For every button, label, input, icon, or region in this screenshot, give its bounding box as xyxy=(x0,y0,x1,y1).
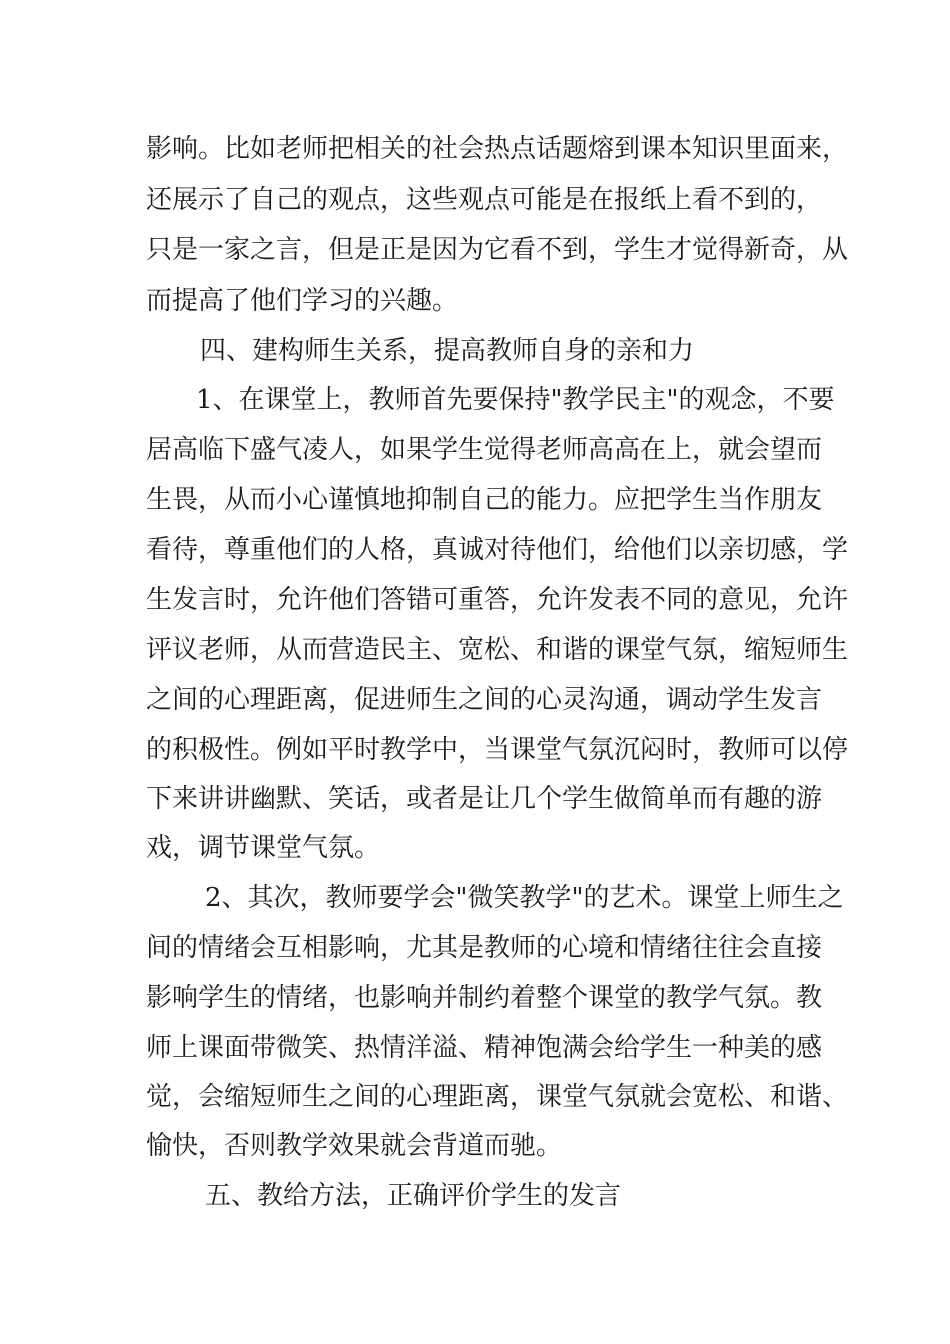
text-line: 居高临下盛气凌人，如果学生觉得老师高高在上，就会望而 xyxy=(146,435,823,465)
text-line: 生发言时，允许他们答错可重答，允许发表不同的意见，允许 xyxy=(146,585,849,615)
text-line: 间的情绪会互相影响，尤其是教师的心境和情绪往往会直接 xyxy=(146,933,823,963)
text-line: 而提高了他们学习的兴趣。 xyxy=(146,286,459,316)
text-line: 的积极性。例如平时教学中，当课堂气氛沉闷时，教师可以停 xyxy=(146,735,849,765)
text-line: 评议老师，从而营造民主、宽松、和谐的课堂气氛，缩短师生 xyxy=(146,635,849,665)
text-line: 之间的心理距离，促进师生之间的心灵沟通，调动学生发言 xyxy=(146,685,823,715)
section-heading: 五、教给方法，正确评价学生的发言 xyxy=(205,1181,622,1211)
text-line: 看待，尊重他们的人格，真诚对待他们，给他们以亲切感，学 xyxy=(146,535,849,565)
text-line: 影响。比如老师把相关的社会热点话题熔到课本知识里面来， xyxy=(146,134,849,164)
text-line: 师上课面带微笑、热情洋溢、精神饱满会给学生一种美的感 xyxy=(146,1033,823,1063)
text-line: 影响学生的情绪，也影响并制约着整个课堂的教学气氛。教 xyxy=(146,983,823,1013)
text-line: 戏，调节课堂气氛。 xyxy=(146,833,381,863)
text-line: 只是一家之言，但是正是因为它看不到，学生才觉得新奇，从 xyxy=(146,235,849,265)
text-line: 下来讲讲幽默、笑话，或者是让几个学生做简单而有趣的游 xyxy=(146,784,823,814)
section-heading: 四、建构师生关系，提高教师自身的亲和力 xyxy=(200,336,695,366)
text-line: 生畏，从而小心谨慎地抑制自己的能力。应把学生当作朋友 xyxy=(146,485,823,515)
text-line: 2、其次，教师要学会"微笑教学"的艺术。课堂上师生之 xyxy=(205,883,844,913)
text-line: 觉，会缩短师生之间的心理距离，课堂气氛就会宽松、和谐、 xyxy=(146,1082,849,1112)
text-line: 还展示了自己的观点，这些观点可能是在报纸上看不到的， xyxy=(146,185,823,215)
text-line: 1、在课堂上，教师首先要保持"教学民主"的观念，不要 xyxy=(196,385,835,415)
text-line: 愉快，否则教学效果就会背道而驰。 xyxy=(146,1131,563,1161)
